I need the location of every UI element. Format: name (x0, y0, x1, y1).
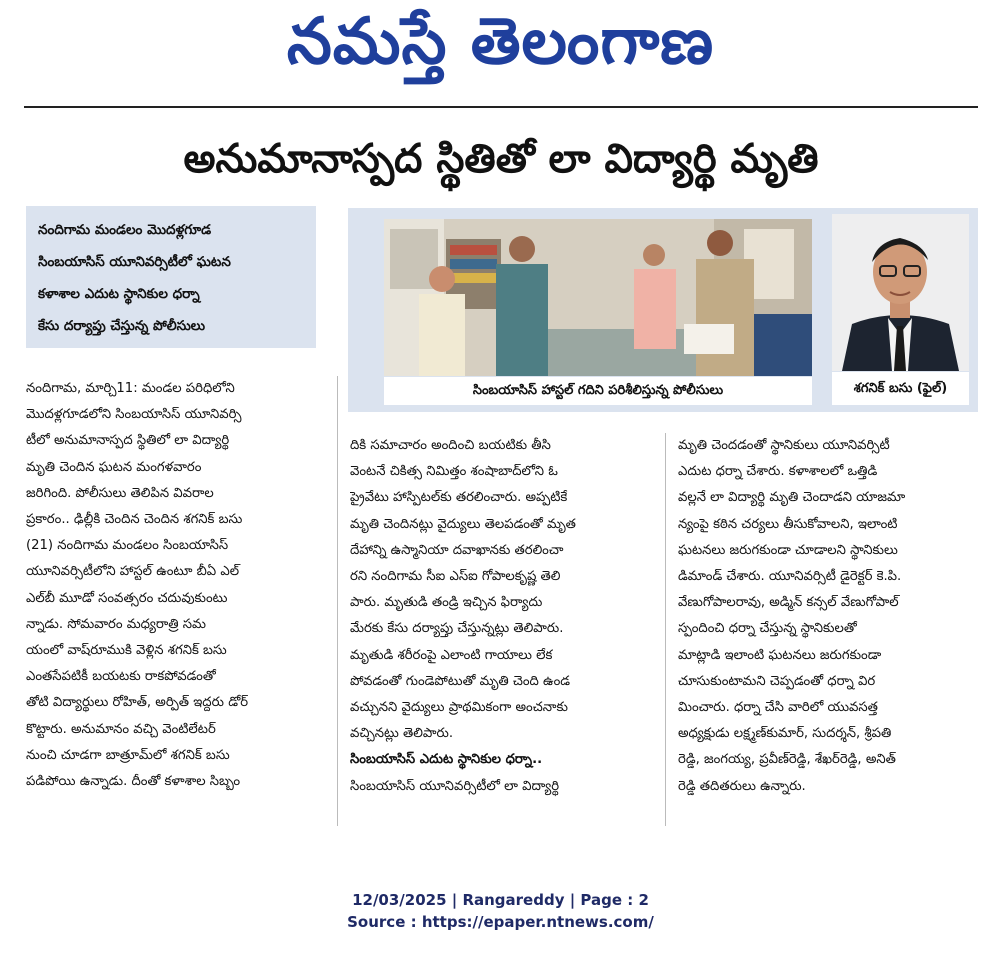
column-divider (665, 433, 666, 826)
article-line: ఘటనలు జరుగకుండా చూడాలని స్థానికులు (678, 542, 898, 558)
article-line: మొదళ్లగూడలోని సింబయాసిస్ యూనివర్సి (26, 407, 242, 423)
summary-box (26, 206, 316, 348)
article-line: సింబయాసిస్ యూనివర్సిటీలో లా విద్యార్థి (350, 778, 560, 794)
article-line: కొట్టారు. అనుమానం వచ్చి వెంటిలేటర్ (26, 721, 216, 737)
article-line: నందిగామ, మార్చి11: మండల పరిధిలోని (26, 381, 235, 396)
student-portrait (832, 214, 969, 371)
subheading: సింబయాసిస్ ఎదుట స్థానికుల ధర్నా.. (350, 752, 543, 768)
source-link[interactable]: Source : https://epaper.ntnews.com/ (347, 913, 654, 931)
article-line: పడిపోయి ఉన్నాడు. దీంతో కళాశాల సిబ్బం (26, 774, 241, 790)
article-line: వచ్చినట్లు తెలిపారు. (350, 726, 454, 742)
hostel-room-illustration (384, 219, 812, 376)
summary-line: కళాశాల ఎదుట స్థానికుల ధర్నా (38, 286, 200, 302)
article-line: ప్రైవేటు హాస్పిటల్‌కు తరలించారు. అప్పటికే (350, 490, 568, 506)
article-line: జరిగింది. పోలీసులు తెలిపిన వివరాల (26, 485, 214, 501)
article-line: మృతి చెందడంతో స్థానికులు యూనివర్సిటీ (678, 438, 890, 453)
article-line: (21) నందిగామ మండలం సింబయాసిస్ (26, 538, 229, 554)
article-line: అధ్యక్షుడు లక్ష్మణ్‌కుమార్, సుదర్శన్, శ్రీపతి (678, 726, 892, 742)
masthead (0, 0, 1001, 88)
article-line: పోవడంతో గుండెపోటుతో మృతి చెంది ఉండ (350, 673, 571, 689)
footer (0, 889, 1001, 933)
masthead-divider (24, 106, 978, 108)
article-line: రెడ్డి, జంగయ్య, ప్రవీణ్‌రెడ్డి, శేఖర్‌రెడ్డి, అనిత్ (678, 752, 896, 768)
column-divider (337, 376, 338, 826)
article-line: తోటి విద్యార్థులు రోహిత్, అర్పిత్ ఇద్దరు డోర్ (26, 695, 249, 711)
article-line: టీలో అనుమానాస్పద స్థితిలో లా విద్యార్థి (26, 433, 230, 449)
edition-info: 12/03/2025 | Rangareddy | Page : 2 (352, 891, 649, 909)
article-column-2 (350, 433, 655, 800)
article-line: ప్రకారం.. ఢిల్లీకి చెందిన చెందిన శగనిక్ బసు (26, 512, 243, 528)
article-line: డిమాండ్ చేశారు. యూనివర్సిటీ డైరెక్టర్ కె.పి. (678, 569, 902, 585)
article-line: పారు. మృతుడి తండ్రి ఇచ్చిన ఫిర్యాదు (350, 595, 543, 611)
article-line: స్పందించి ధర్నా చేస్తున్న స్థానికులతో (678, 621, 857, 637)
article-line: ఎదుట ధర్నా చేశారు. కళాశాలలో ఒత్తిడి (678, 464, 878, 480)
article-line: వచ్చునని వైద్యులు ప్రాథమికంగా అంచనాకు (350, 700, 568, 716)
article-line: యంలో వాష్‌రూముకి వెళ్లిన శగనిక్ బసు (26, 643, 227, 659)
photo-caption-main: సింబయాసిస్ హాస్టల్ గదిని పరిశీలిస్తున్న పోలీసులు (384, 377, 812, 405)
article-line: మృతి చెందిన ఘటన మంగళవారం (26, 459, 202, 475)
article-line: రని నందిగామ సీఐ ఎస్ఐ గోపాలకృష్ణ తెలి (350, 569, 561, 585)
summary-line: నందిగామ మండలం మొదళ్లగూడ (38, 222, 212, 238)
article-line: వెంటనే చికిత్స నిమిత్తం శంషాబాద్‌లోని ఓ (350, 464, 558, 480)
article-line: దికి సమాచారం అందించి బయటికు తీసి (350, 438, 551, 453)
hostel-room-photo (384, 219, 812, 376)
article-line: చూసుకుంటామని చెప్పడంతో ధర్నా విర (678, 673, 876, 689)
headline: అనుమానాస్పద స్థితితో లా విద్యార్థి మృతి (183, 136, 819, 182)
article-line: మించారు. ధర్నా చేసి వారిలో యువసత్త (678, 700, 878, 716)
article-line: రెడ్డి తదితరులు ఉన్నారు. (678, 778, 806, 794)
article-column-3 (678, 433, 978, 800)
article-line: ఎల్‌బీ మూడో సంవత్సరం చదువుకుంటు (26, 590, 228, 606)
article-line: న్నాడు. సోమవారం మధ్యరాత్రి సమ (26, 616, 207, 632)
newspaper-title: నమస్తే తెలంగాణ (286, 5, 715, 79)
student-profile-photo (832, 214, 969, 371)
article-line: వేణుగోపాలరావు, అడ్మిన్ కన్సల్ వేణుగోపాల్ (678, 595, 899, 611)
article-line: వల్లనే లా విద్యార్థి మృతి చెందాడని యాజమా (678, 490, 906, 506)
article-line: మాట్లాడి ఇలాంటి ఘటనలు జరుగకుండా (678, 647, 882, 663)
article-line: మృతి చెందినట్లు వైద్యులు తెలపడంతో మృత (350, 516, 576, 532)
photo-caption-profile: శగనిక్ బసు (ఫైల్) (832, 372, 969, 405)
article-line: దేహాన్ని ఉస్మానియా దవాఖానకు తరలించా (350, 542, 564, 558)
summary-line: కేసు దర్యాప్తు చేస్తున్న పోలీసులు (38, 318, 206, 334)
article-line: న్యంపై కఠిన చర్యలు తీసుకోవాలని, ఇలాంటి (678, 516, 898, 532)
article-line: ఎంతసేపటికీ బయటకు రాకపోవడంతో (26, 669, 216, 685)
summary-line: సింబయాసిస్ యూనివర్సిటీలో ఘటన (38, 254, 231, 270)
article-line: నుంచి చూడగా బాత్రూమ్‌లో శగనిక్ బసు (26, 747, 230, 763)
article-line: మృతుడి శరీరంపై ఎలాంటి గాయాలు లేక (350, 647, 553, 663)
article-line: యూనివర్సిటీలోని హాస్టల్ ఉంటూ బీఏ ఎల్ (26, 564, 240, 580)
article-column-1 (26, 376, 324, 795)
article-line: మేరకు కేసు దర్యాప్తు చేస్తున్నట్లు తెలిపారు. (350, 621, 564, 637)
